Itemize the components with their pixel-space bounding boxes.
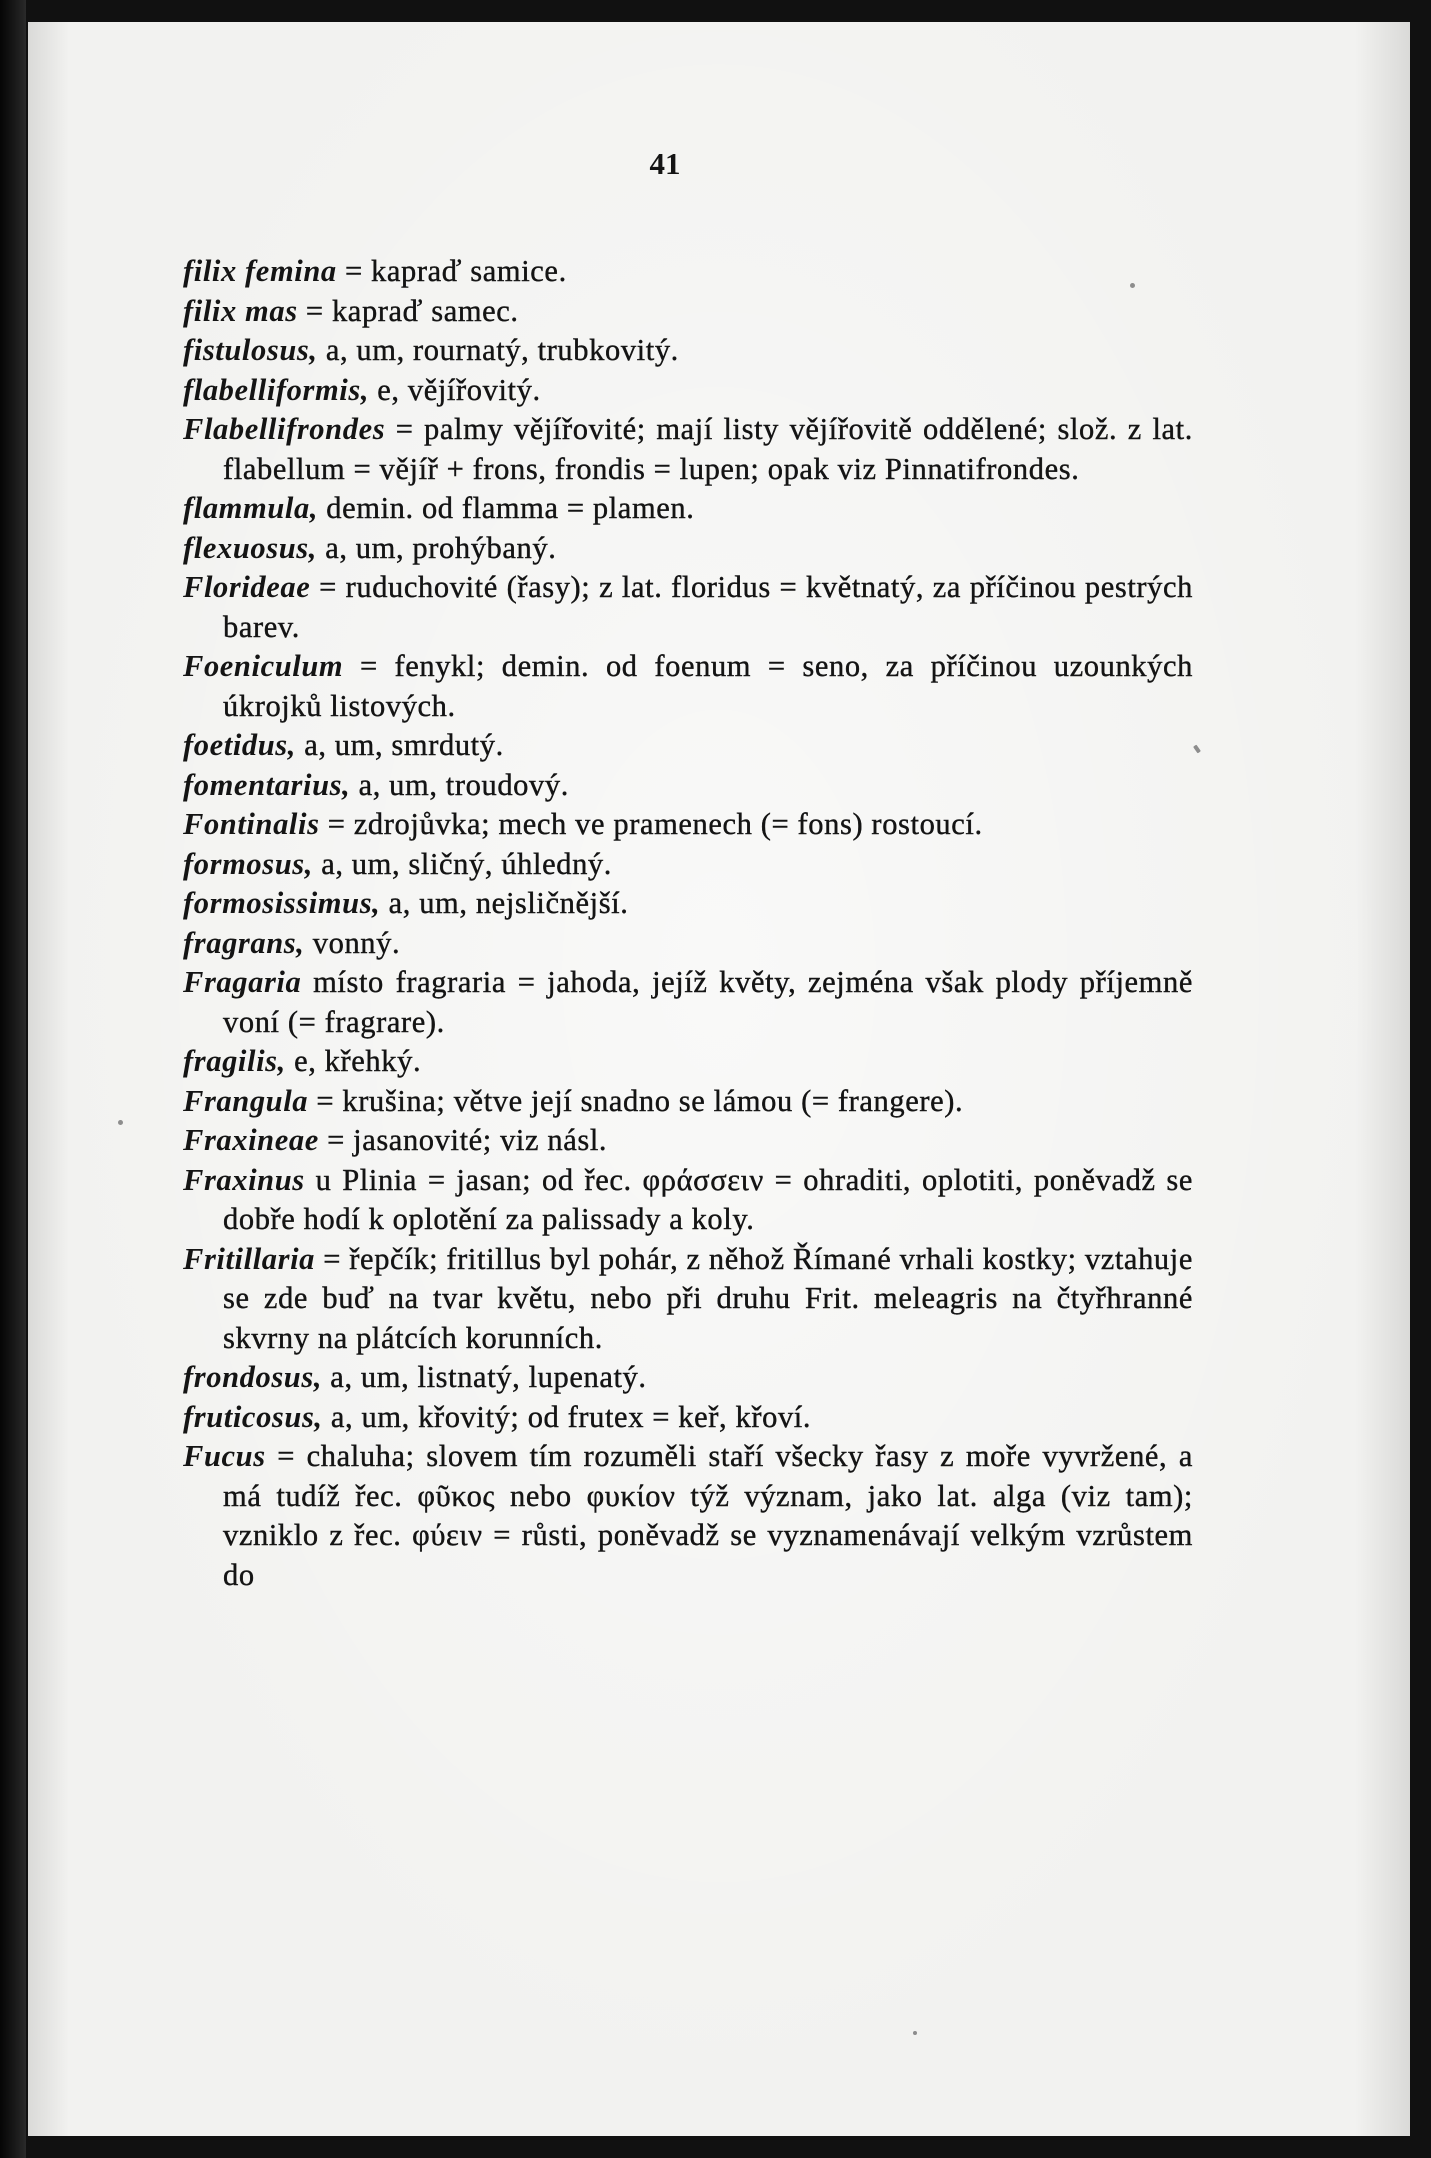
dictionary-entry (183, 371, 1193, 411)
dictionary-entry (183, 529, 1193, 569)
entry-definition: e, křehký. (285, 1044, 422, 1078)
page-number: 41 (649, 146, 681, 181)
entry-definition: = zdrojůvka; mech ve pramenech (= fons) rostoucí. (319, 807, 983, 841)
entry-definition: vonný. (304, 925, 401, 960)
dictionary-entry (183, 1082, 1193, 1122)
entry-headword: flammula, (183, 491, 319, 525)
dictionary-entry (183, 924, 1193, 964)
entry-definition: a, um, nejsličnější. (380, 886, 629, 920)
dictionary-entry (183, 331, 1193, 371)
entry-headword: flexuosus, (183, 530, 317, 565)
entry-definition: = chaluha; slovem tím rozuměli staří všecky řasy z moře vyvržené, a má tudíž řec. φῦκος nebo φυκίον týž význam, jako lat. alga (viz tam); vzniklo z řec. φύειν = růsti, poněvadž se vyznamenávají velkým vzrůstem do (223, 1439, 1193, 1592)
entry-definition: a, um, smrdutý. (296, 728, 504, 762)
dictionary-entry (183, 647, 1193, 726)
entry-definition: = řepčík; fritillus byl pohár, z něhož Římané vrhali kostky; vztahuje se zde buď na tvar květu, nebo při druhu Frit. meleagris na čtyřhranné skvrny na plátcích korunních. (223, 1241, 1193, 1355)
entry-definition: a, um, rournatý, trubkovitý. (317, 333, 679, 367)
entry-definition: e, vějířovitý. (369, 372, 541, 407)
dictionary-entry (183, 884, 1193, 924)
dictionary-entry (183, 410, 1193, 489)
entry-headword: formosus, (183, 846, 313, 881)
entry-headword: fomentarius, (183, 767, 351, 802)
dictionary-entry (183, 766, 1193, 806)
entry-definition: = palmy vějířovité; mají listy vějířovitě oddělené; slož. z lat. flabellum = vějíř + frons, frondis = lupen; opak viz Pinnatifrondes. (223, 412, 1193, 486)
entry-headword: fistulosus, (183, 333, 318, 367)
entry-definition: = jasanovité; viz násl. (318, 1123, 608, 1157)
entry-headword: Foeniculum (183, 649, 344, 683)
paper-speck (1130, 283, 1135, 288)
entry-headword: Fragaria (183, 965, 302, 999)
entry-definition: = krušina; větve její snadno se lámou (= frangere). (308, 1083, 964, 1118)
dictionary-entry (183, 1437, 1193, 1595)
entry-headword: Flabellifrondes (183, 412, 386, 446)
dictionary-entry (183, 963, 1193, 1042)
dictionary-entry (183, 1161, 1193, 1240)
entry-headword: Fucus (183, 1439, 266, 1473)
entry-definition: a, um, prohýbaný. (316, 530, 557, 565)
entry-headword: fragilis, (183, 1044, 286, 1078)
dictionary-entries (183, 252, 1193, 1595)
dictionary-entry (183, 1121, 1193, 1161)
entry-definition: demin. od flamma = plamen. (318, 491, 695, 525)
entry-headword: frondosus, (183, 1360, 323, 1394)
dictionary-entry (183, 252, 1193, 292)
entry-definition: = kapraď samec. (297, 293, 519, 328)
entry-definition: u Plinia = jasan; od řec. φράσσειν = ohraditi, oplotiti, poněvadž se dobře hodí k oplotění za palissady a koly. (223, 1162, 1193, 1236)
dictionary-entry (183, 1042, 1193, 1082)
paper-speck (913, 2031, 917, 2035)
entry-headword: filix femina (183, 254, 337, 288)
dictionary-entry (183, 845, 1193, 885)
entry-headword: Frangula (183, 1083, 309, 1118)
dictionary-entry (183, 805, 1193, 845)
entry-definition: a, um, sličný, úhledný. (312, 846, 613, 881)
dictionary-entry (183, 1358, 1193, 1398)
entry-definition: místo fragraria = jahoda, jejíž květy, zejména však plody příjemně voní (= fragrare). (223, 965, 1193, 1039)
entry-definition: a, um, listnatý, lupenatý. (322, 1360, 647, 1394)
dictionary-entry (183, 726, 1193, 766)
dictionary-entry (183, 292, 1193, 332)
paper-speck (118, 1120, 123, 1125)
entry-headword: fragrans, (183, 925, 305, 960)
entry-definition: a, um, křovitý; od frutex = keř, křoví. (322, 1399, 812, 1434)
entry-headword: Florideae (183, 570, 311, 604)
entry-headword: Fraxinus (183, 1162, 305, 1197)
dictionary-entry (183, 489, 1193, 529)
entry-definition: = kapraď samice. (336, 254, 567, 288)
entry-headword: formosissimus, (183, 886, 381, 920)
dictionary-entry (183, 1398, 1193, 1438)
entry-headword: Fraxineae (183, 1123, 319, 1157)
entry-definition: a, um, troudový. (350, 767, 569, 802)
entry-definition: = fenykl; demin. od foenum = seno, za příčinou uzounkých úkrojků listových. (223, 649, 1193, 723)
entry-headword: foetidus, (183, 728, 296, 762)
book-spine-shadow (0, 0, 26, 2158)
entry-headword: flabelliformis, (183, 372, 370, 407)
entry-headword: fruticosus, (183, 1399, 323, 1434)
entry-headword: Fontinalis (183, 807, 320, 841)
entry-definition: = ruduchovité (řasy); z lat. floridus = květnatý, za příčinou pestrých barev. (223, 570, 1193, 644)
dictionary-entry (183, 568, 1193, 647)
dictionary-entry (183, 1240, 1193, 1359)
entry-headword: filix mas (183, 293, 298, 328)
entry-headword: Fritillaria (183, 1241, 316, 1276)
